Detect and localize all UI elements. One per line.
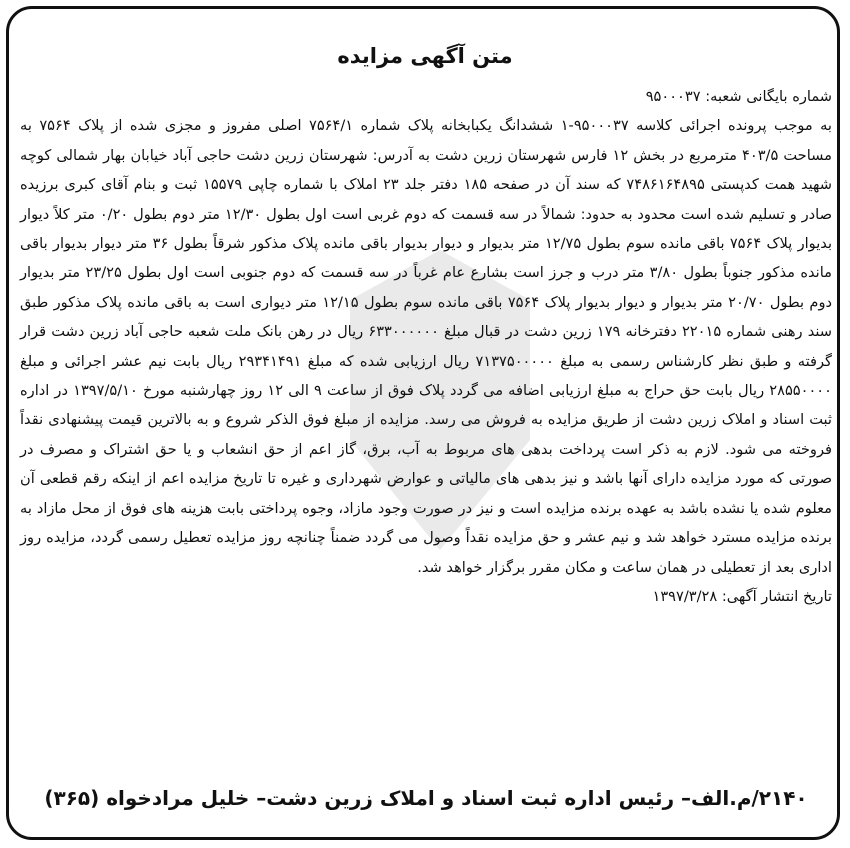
notice-signature: ۲۱۴۰/م.الف– رئیس اداره ثبت اسناد و املاک زرین دشت– خلیل مرادخواه (۳۶۵): [44, 786, 808, 810]
notice-paragraph: به موجب پرونده اجرائی کلاسه ۹۵۰۰۰۳۷-۱ ششدانگ یکبابخانه پلاک شماره ۷۵۶۴/۱ اصلی مفروز و مجزی شده از پلاک ۷۵۶۴ به مساحت ۴۰۳/۵ مترمربع در بخش ۱۲ فارس شهرستان زرین دشت به آدرس: شهرستان زرین دشت حاجی آباد خیابان بهار شمالی کوچه شهید همت کدپستی ۷۴۸۶۱۶۴۸۹۵ که سند آن در صفحه ۱۸۵ دفتر جلد ۲۳ املاک با شماره چاپی ۱۵۵۷۹ ثبت و بنام آقای کبری برزیده صادر و تسلیم شده است محدود به حدود: شمالاً در سه قسمت که دوم غربی است اول بطول ۱۲/۳۰ متر دوم بطول ۰/۲۰ متر کلاً دیوار بدیوار پلاک ۷۵۶۴ باقی مانده سوم بطول ۱۲/۷۵ متر بدیوار و دیوار بدیوار باقی مانده پلاک مذکور شرقاً بطول ۳۶ متر دیوار بدیوار باقی مانده مذکور جنوباً بطول ۳/۸۰ متر درب و جرز است بشارع عام غرباً در سه قسمت که دوم جنوبی است اول بطول ۲۳/۲۵ متر بدیوار دوم بطول ۲۰/۷۰ متر بدیوار و دیوار بدیوار پلاک ۷۵۶۴ باقی مانده سوم بطول ۱۲/۱۵ متر دیواری است به باقی مانده پلاک مذکور طبق سند رهنی شماره ۲۲۰۱۵ دفترخانه ۱۷۹ زرین دشت در قبال مبلغ ۶۳۳۰۰۰۰۰۰ ریال در رهن بانک ملت شعبه حاجی آباد زرین دشت قرار گرفته و طبق نظر کارشناس رسمی به مبلغ ۷۱۳۷۵۰۰۰۰۰ ریال ارزیابی شده که مبلغ ۲۹۳۴۱۴۹۱ ریال بابت نیم عشر اجرائی و مبلغ ۲۸۵۵۰۰۰۰ ریال بابت حق حراج به مبلغ ارزیابی اضافه می گردد پلاک فوق از ساعت ۹ الی ۱۲ روز چهارشنبه مورخ ۱۳۹۷/۵/۱۰ در اداره ثبت اسناد و املاک زرین دشت از طریق مزایده به فروش می رسد. مزایده از مبلغ فوق الذکر شروع و به بالاترین قیمت پیشنهادی نقداً فروخته می شود. لازم به ذکر است پرداخت بدهی های مربوط به آب، برق، گاز اعم از حق انشعاب و یا حق اشتراک و مصرف در صورتی که مورد مزایده دارای آنها باشد و نیز بدهی های مالیاتی و عوارض شهرداری و غیره تا تاریخ مزایده اعم از اینکه رقم قطعی آن معلوم شده یا نشده باشد به عهده برنده مزایده است و نیز در صورت وجود مازاد، وجوه پرداختی بابت هزینه های فوق از محل مازاد به برنده مزایده مسترد خواهد شد و نیم عشر و حق مزایده نقداً وصول می گردد ضمناً چنانچه روز مزایده تعطیل رسمی گردد، مزایده روز اداری بعد از تعطیلی در همان ساعت و مکان مقرر برگزار خواهد شد.: [20, 117, 833, 576]
notice-body: [20, 82, 832, 611]
notice-title: متن آگهی مزایده: [337, 44, 513, 68]
archive-number: شماره بایگانی شعبه: ۹۵۰۰۰۳۷: [645, 88, 832, 105]
publish-date: تاریخ انتشار آگهی: ۱۳۹۷/۳/۲۸: [652, 587, 832, 605]
